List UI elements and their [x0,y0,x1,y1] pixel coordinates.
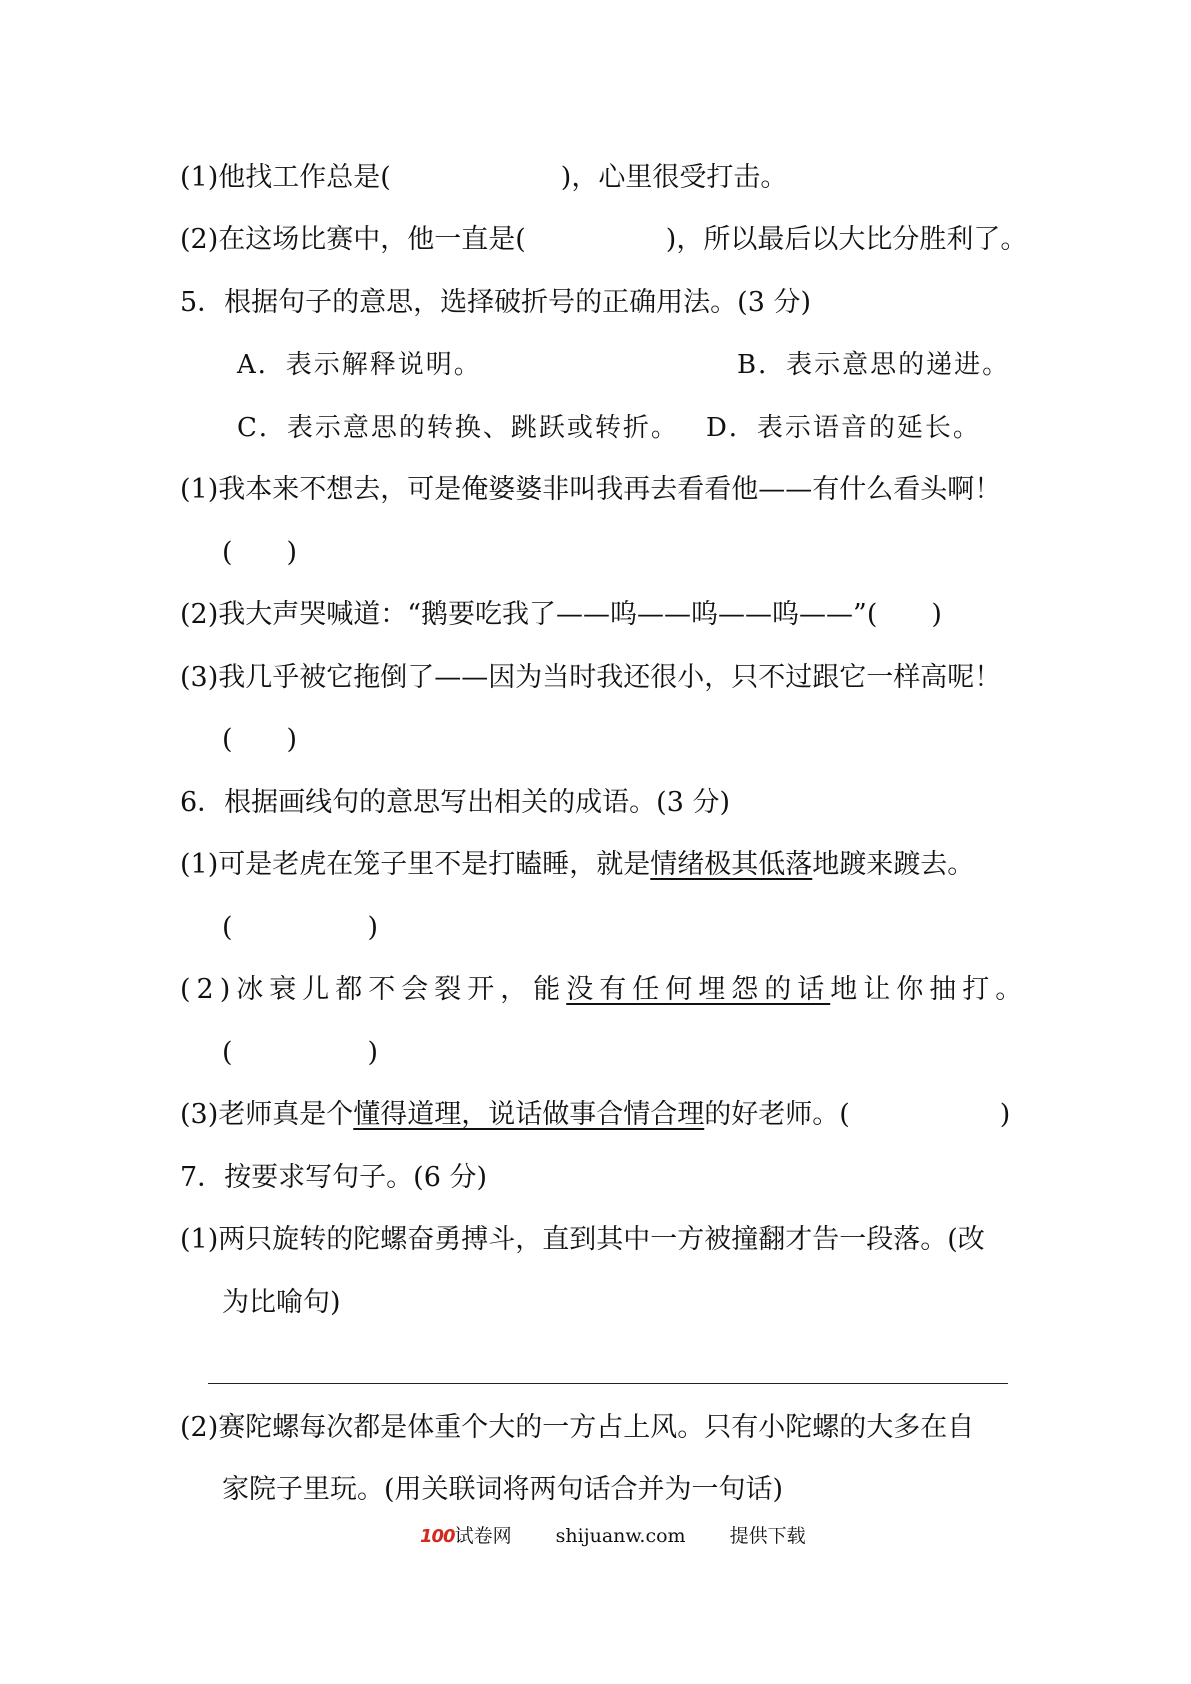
q5-option-a: A．表示解释说明。 [237,350,482,380]
q4-s2-suffix: )，所以最后以大比分胜利了。 [665,224,1028,255]
q7-title: 7．按要求写句子。(6 分) [180,1162,488,1193]
q6-s1-after: 地踱来踱去。 [812,849,975,880]
q6-s3-end: ) [999,1099,1011,1130]
q7-sentence-1-line-2: 为比喻句) [222,1287,341,1318]
q6-sentence-2 [180,972,1028,1008]
q6-s2-underlined: 没有任何埋怨的话 [566,974,831,1005]
q5-option-d: D．表示语音的延长。 [706,413,981,443]
q4-s1-prefix: (1)他找工作总是( [180,162,391,193]
q5-option-c: C．表示意思的转换、跳跃或转折。 [237,413,679,443]
footer-note: 提供下载 [729,1525,806,1547]
q6-s1-before: (1)可是老虎在笼子里不是打瞌睡，就是 [180,849,651,880]
q6-s3-underlined: 懂得道理，说话做事合情合理 [353,1099,705,1130]
q6-title: 6．根据画线句的意思写出相关的成语。(3 分) [180,787,731,818]
q7-sentence-1-line-1: (1)两只旋转的陀螺奋勇搏斗，直到其中一方被撞翻才告一段落。(改 [180,1224,985,1255]
q5-sentence-2: (2)我大声哭喊道：“鹅要吃我了——呜——呜——呜——”( ) [180,599,942,630]
q4-sentence-2 [180,222,1027,258]
q5-answer-3[interactable]: ( ) [222,724,298,755]
q4-s1-suffix: )，心里很受打击。 [560,162,788,193]
q7-sentence-2-line-1: (2)赛陀螺每次都是体重个大的一方占上风。只有小陀螺的大多在自 [180,1412,975,1443]
q4-s2-prefix: (2)在这场比赛中，他一直是( [180,224,526,255]
q7-answer-line[interactable] [208,1383,1008,1384]
q6-sentence-3 [180,1097,1010,1133]
q6-answer-2[interactable]: ( ) [222,1037,379,1068]
site-logo: 100 [420,1526,455,1547]
q5-option-b: B．表示意思的递进。 [737,350,1011,380]
q6-s3-after: 的好老师。( [704,1099,850,1130]
q6-s1-underlined: 情绪极其低落 [650,849,813,880]
site-domain[interactable]: shijuanw.com [555,1525,686,1547]
footer [420,1523,806,1550]
q5-sentence-1: (1)我本来不想去，可是俺婆婆非叫我再去看看他——有什么看头啊！ [180,474,1002,505]
q6-s2-after: 地让你抽打。 [830,974,1029,1005]
q6-answer-1[interactable]: ( ) [222,912,379,943]
q6-s3-before: (3)老师真是个 [180,1099,354,1130]
site-name: 试卷网 [454,1525,512,1547]
q5-answer-1[interactable]: ( ) [222,537,298,568]
q5-sentence-3: (3)我几乎被它拖倒了——因为当时我还很小，只不过跟它一样高呢！ [180,662,1002,693]
q4-sentence-1 [180,160,787,196]
q6-s2-before: (2)冰衰儿都不会裂开，能 [180,974,567,1005]
q7-sentence-2-line-2: 家院子里玩。(用关联词将两句话合并为一句话) [222,1474,784,1505]
q5-title: 5．根据句子的意思，选择破折号的正确用法。(3 分) [180,287,812,318]
q6-sentence-1 [180,847,974,883]
